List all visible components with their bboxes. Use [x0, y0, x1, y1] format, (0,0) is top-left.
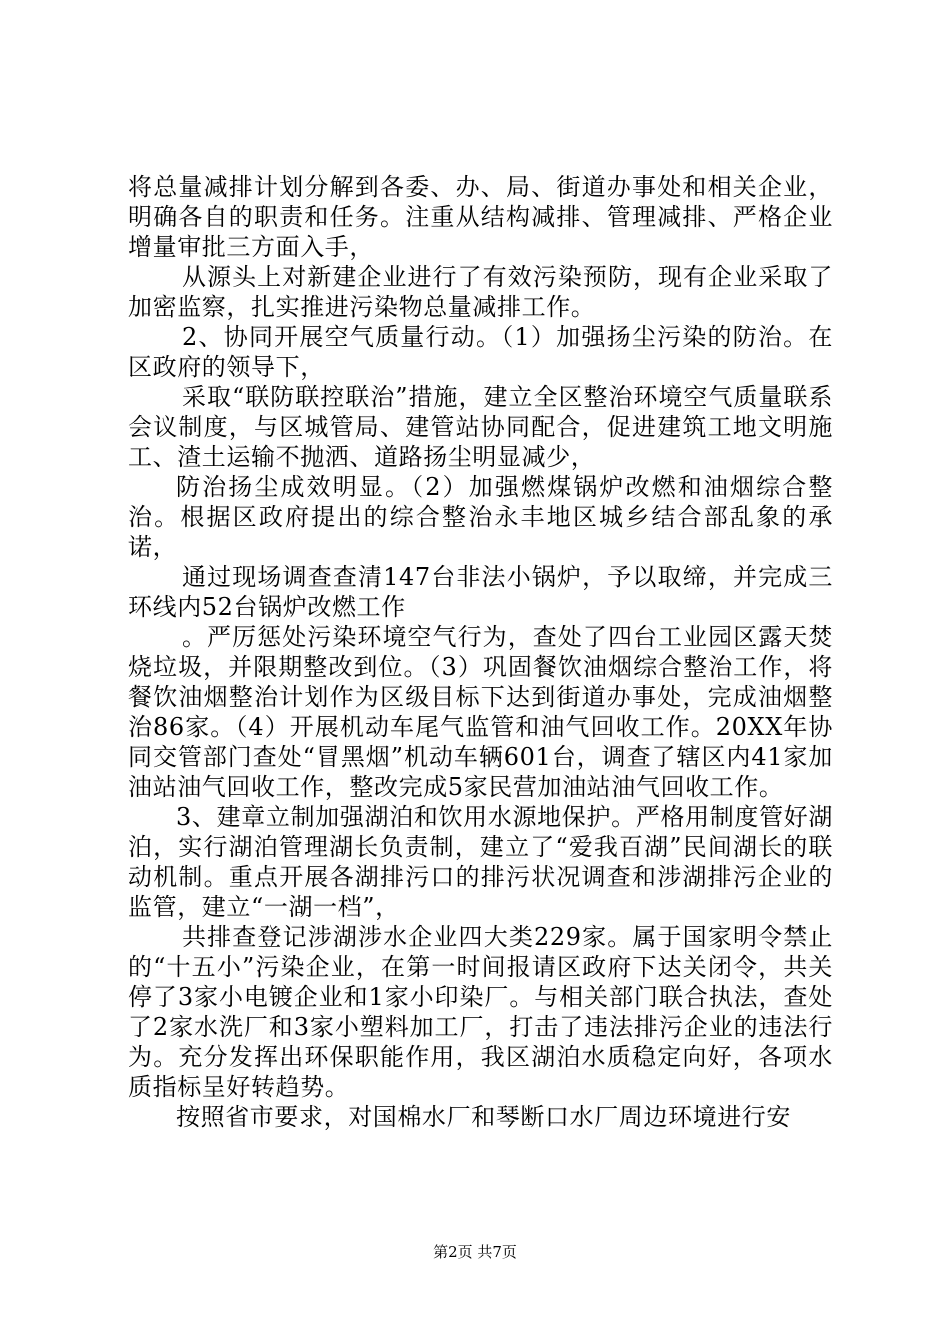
paragraph-9: 共排查登记涉湖涉水企业四大类229家。属于国家明令禁止的“十五小”污染企业，在第一时间报请区政府下达关闭令，共关停了3家小电镀企业和1家小印染厂。与相关部门联合执法，查处了2家水洗厂和3家小塑料加工厂，打击了违法排污企业的违法行为。充分发挥出环保职能作用，我区湖泊水质稳定向好，各项水质指标呈好转趋势。: [128, 923, 833, 1101]
paragraph-6: 通过现场调查查清147台非法小锅炉，予以取缔，并完成三环线内52台锅炉改燃工作: [128, 563, 833, 621]
paragraph-8: 3、建章立制加强湖泊和饮用水源地保护。严格用制度管好湖泊，实行湖泊管理湖长负责制，建立了“爱我百湖”民间湖长的联动机制。重点开展各湖排污口的排污状况调查和涉湖排污企业的监管，建立“一湖一档”，: [128, 803, 833, 921]
paragraph-1: 将总量减排计划分解到各委、办、局、街道办事处和相关企业，明确各自的职责和任务。注重从结构减排、管理减排、严格企业增量审批三方面入手，: [128, 173, 833, 261]
paragraph-5: 防治扬尘成效明显。（2）加强燃煤锅炉改燃和油烟综合整治。根据区政府提出的综合整治永丰地区城乡结合部乱象的承诺，: [128, 473, 833, 561]
paragraph-3: 2、协同开展空气质量行动。（1）加强扬尘污染的防治。在区政府的领导下，: [128, 323, 833, 381]
page-footer: [0, 1242, 950, 1262]
paragraph-10: 按照省市要求，对国棉水厂和琴断口水厂周边环境进行安: [176, 1103, 791, 1131]
paragraph-2: 从源头上对新建企业进行了有效污染预防，现有企业采取了加密监察，扎实推进污染物总量减排工作。: [128, 263, 833, 321]
paragraph-7: 。严厉惩处污染环境空气行为，查处了四台工业园区露天焚烧垃圾，并限期整改到位。（3）巩固餐饮油烟综合整治工作，将餐饮油烟整治计划作为区级目标下达到街道办事处，完成油烟整治86家。（4）开展机动车尾气监管和油气回收工作。20XX年协同交管部门查处“冒黑烟”机动车辆601台，调查了辖区内41家加油站油气回收工作，整改完成5家民营加油站油气回收工作。: [128, 623, 833, 801]
page-number-label: 第2页 共7页: [433, 1243, 517, 1261]
document-body: [128, 172, 833, 1132]
paragraph-4: 采取“联防联控联治”措施，建立全区整治环境空气质量联系会议制度，与区城管局、建管站协同配合，促进建筑工地文明施工、渣土运输不抛洒、道路扬尘明显减少，: [128, 383, 833, 471]
